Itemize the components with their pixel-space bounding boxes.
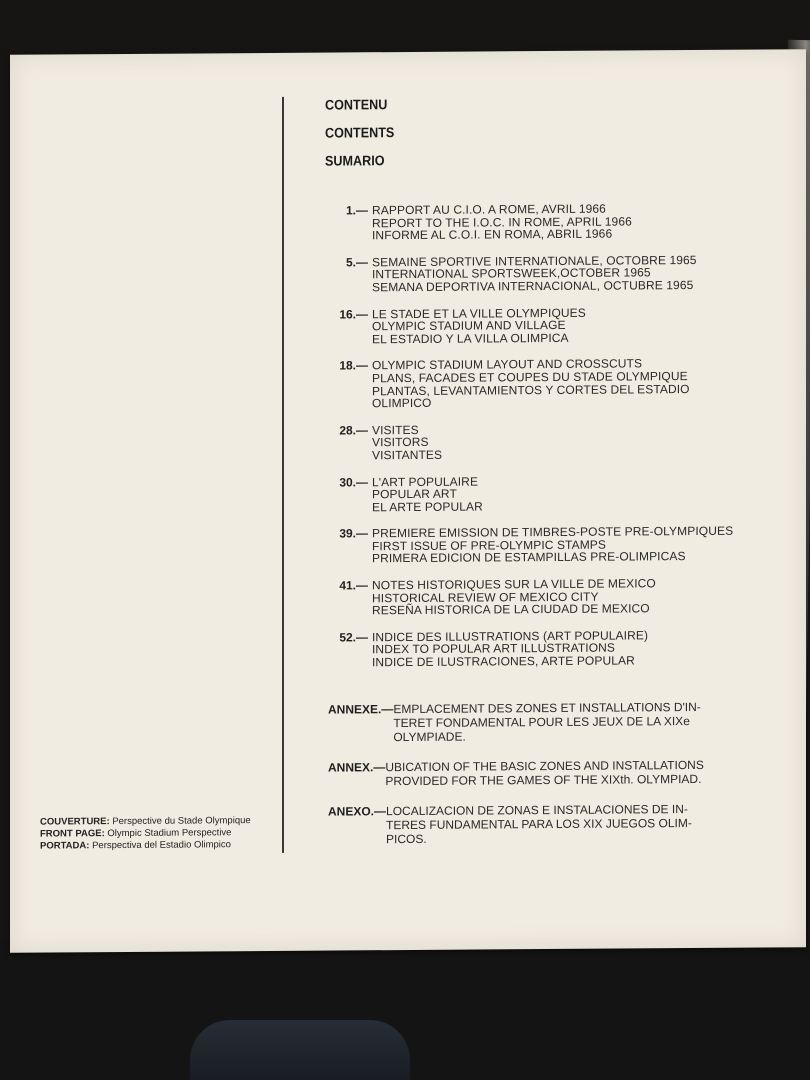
- annex-entry: [328, 801, 773, 846]
- entry-titles: [372, 305, 780, 346]
- cover-credit-label: COUVERTURE:: [40, 816, 110, 828]
- entry-titles: [372, 201, 780, 242]
- toc-entry: [310, 421, 780, 462]
- entry-title-line: REPORT TO THE I.O.C. IN ROME, APRIL 1966: [372, 214, 632, 230]
- toc-entry: [310, 576, 780, 617]
- heading-french: CONTENU: [325, 96, 388, 113]
- annex-label: ANNEX.—: [328, 760, 386, 775]
- toc-entry: [310, 628, 780, 669]
- document-page: [10, 49, 806, 953]
- toc-entry: [310, 525, 780, 566]
- annex-text-line: PICOS.: [386, 831, 427, 847]
- annex-text: [393, 700, 700, 744]
- entry-title-line: VISITANTES: [372, 447, 443, 463]
- entry-title-line: HISTORICAL REVIEW OF MEXICO CITY: [372, 589, 599, 605]
- annex-text-line: LOCALIZACION DE ZONAS E INSTALACIONES DE IN-: [386, 802, 688, 819]
- entry-title-line: RAPPORT AU C.I.O. A ROME, AVRIL 1966: [372, 201, 606, 218]
- entry-title-line: L'ART POPULAIRE: [372, 474, 479, 489]
- annex-label: ANNEXE.—: [328, 702, 394, 717]
- entry-titles: [372, 525, 780, 566]
- annex-entry: [328, 757, 773, 788]
- cover-credit-line: [40, 839, 251, 852]
- entry-title-line: INDICE DE ILUSTRACIONES, ARTE POPULAR: [372, 653, 635, 670]
- page-number: 52.—: [339, 630, 368, 645]
- entry-title-line: RESEÑA HISTORICA DE LA CIUDAD DE MEXICO: [372, 601, 650, 618]
- toc-entry: [310, 305, 780, 346]
- annex-text-line: OLYMPIADE.: [393, 729, 466, 745]
- annex-text-line: TERET FONDAMENTAL POUR LES JEUX DE LA XIXe: [393, 714, 690, 731]
- entry-title-line: FIRST ISSUE OF PRE-OLYMPIC STAMPS: [372, 537, 607, 554]
- background-sleeve: [190, 1020, 410, 1080]
- page-number: 41.—: [339, 578, 368, 593]
- table-of-contents: [310, 201, 780, 683]
- annex-text-line: PROVIDED FOR THE GAMES OF THE XIXth. OLYMPIAD.: [385, 771, 702, 789]
- entry-titles: [372, 253, 780, 294]
- entry-title-line: PLANS, FACADES ET COUPES DU STADE OLYMPIQUE: [372, 368, 688, 386]
- entry-titles: [372, 628, 780, 669]
- divider-line: [282, 97, 284, 853]
- entry-title-line: OLYMPIC STADIUM LAYOUT AND CROSSCUTS: [372, 356, 643, 373]
- toc-entry: [310, 201, 780, 242]
- entry-title-line: VISITES: [372, 422, 419, 437]
- annex-text: [386, 802, 692, 846]
- entry-title-line: PREMIERE EMISSION DE TIMBRES-POSTE PRE-OLYMPIQUES: [372, 524, 734, 541]
- page-number: 39.—: [339, 526, 368, 541]
- annex-text-line: TERES FUNDAMENTAL PARA LOS XIX JUEGOS OLIM-: [386, 816, 692, 833]
- entry-title-line: INTERNATIONAL SPORTSWEEK,OCTOBER 1965: [372, 265, 651, 282]
- toc-entry: [310, 357, 780, 411]
- entry-title-line: INFORME AL C.O.I. EN ROMA, ABRIL 1966: [372, 226, 613, 243]
- entry-titles: [372, 576, 780, 617]
- entry-title-line: INDEX TO POPULAR ART ILLUSTRATIONS: [372, 640, 616, 657]
- cover-credits: [40, 815, 251, 852]
- annex-text: [385, 758, 704, 788]
- entry-title-line: INDICE DES ILLUSTRATIONS (ART POPULAIRE): [372, 628, 649, 645]
- entry-title-line: PLANTAS, LEVANTAMIENTOS Y CORTES DEL ESTADIO: [372, 381, 690, 398]
- heading-english: CONTENTS: [325, 124, 395, 141]
- entry-title-line: VISITORS: [372, 435, 429, 450]
- entry-title-line: EL ARTE POPULAR: [372, 499, 483, 514]
- entry-title-line: SEMAINE SPORTIVE INTERNATIONALE, OCTOBRE 1965: [372, 252, 697, 270]
- entry-title-line: NOTES HISTORIQUES SUR LA VILLE DE MEXICO: [372, 576, 656, 593]
- annex-text-line: EMPLACEMENT DES ZONES ET INSTALLATIONS D'IN-: [393, 699, 701, 717]
- entry-titles: [372, 421, 780, 462]
- page-number: 1.—: [345, 203, 368, 218]
- page-number: 30.—: [339, 474, 368, 489]
- page-number: 5.—: [345, 255, 368, 270]
- page-number: 18.—: [339, 358, 368, 373]
- page-number: 28.—: [339, 422, 368, 438]
- heading-spanish: SUMARIO: [325, 152, 385, 169]
- entry-titles: [372, 357, 780, 410]
- entry-title-line: POPULAR ART: [372, 486, 457, 502]
- entry-title-line: EL ESTADIO Y LA VILLA OLIMPICA: [372, 330, 569, 347]
- entry-title-line: PRIMERA EDICION DE ESTAMPILLAS PRE-OLIMPICAS: [372, 549, 686, 566]
- cover-credit-label: PORTADA:: [40, 840, 90, 852]
- entry-title-line: SEMANA DEPORTIVA INTERNACIONAL, OCTUBRE 1965: [372, 277, 694, 295]
- contents-headings: [325, 90, 402, 175]
- cover-credit-label: FRONT PAGE:: [40, 828, 105, 840]
- entry-title-line: OLIMPICO: [372, 395, 432, 411]
- page-number: 16.—: [339, 306, 368, 322]
- entry-title-line: OLYMPIC STADIUM AND VILLAGE: [372, 318, 566, 334]
- cover-credit-text: Perspective du Stade Olympique: [112, 815, 251, 828]
- cover-credit-text: Perspectiva del Estadio Olimpico: [92, 839, 231, 852]
- entry-title-line: LE STADE ET LA VILLE OLYMPIQUES: [372, 305, 586, 321]
- toc-entry: [310, 473, 780, 514]
- annex-entry: [328, 699, 773, 744]
- entry-titles: [372, 473, 780, 514]
- annex-label: ANEXO.—: [328, 804, 387, 819]
- annex-text-line: UBICATION OF THE BASIC ZONES AND INSTALLATIONS: [385, 757, 704, 775]
- toc-entry: [310, 253, 780, 294]
- cover-credit-text: Olympic Stadium Perspective: [107, 827, 232, 840]
